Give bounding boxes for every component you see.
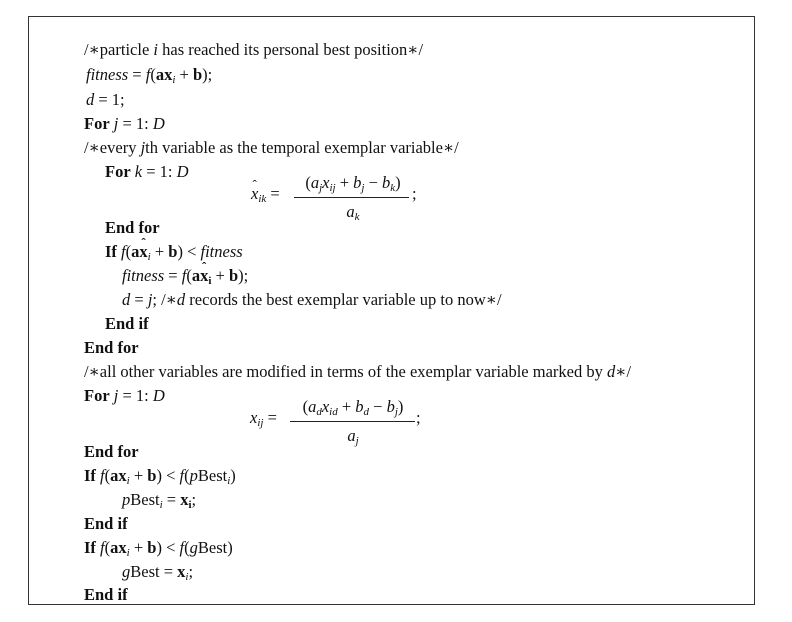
algorithm-box [28, 16, 755, 605]
d-init: d = 1; [86, 90, 125, 109]
hat-formula-numerator: $(a_jx_{ij} + b_j - b_k)$ [305, 173, 401, 194]
gbest-update: gBest = $x_i$; [122, 562, 194, 583]
x-formula-numerator: $(a_dx_{id} + b_d - b_j)$ [302, 397, 404, 418]
x-formula-lhs: $x_{ij}$ = [250, 408, 277, 429]
hat-formula-semicolon: ; [412, 184, 417, 203]
fitness-update: fitness = f(aˆ xi + b); [122, 266, 248, 291]
for-k-loop: For k = 1: D [105, 162, 189, 181]
if-gbest: If $f(ax_i + b)$ < f(gBest) [84, 538, 233, 559]
hat-formula-denominator: $a_k$ [346, 202, 360, 223]
for-j-loop-2: For j = 1: D [84, 386, 165, 405]
if-pbest: If $f(ax_i + b)$ < f(pBest$_i$) [84, 466, 236, 487]
fitness-init: fitness = $f(ax_i + b)$; [86, 65, 213, 86]
if-fitness: If f(aˆ $x_i + b$) < fitness [105, 242, 243, 267]
x-formula-denominator: $a_j$ [347, 426, 359, 447]
end-for-outer: End for [84, 338, 139, 357]
for-j-loop: For j = 1: D [84, 114, 165, 133]
pbest-update: pBest$_i$ = xi; [122, 490, 197, 511]
end-for-inner: End for [105, 218, 160, 237]
comment-modify: /∗all other variables are modified in terms of the exemplar variable marked by d∗/ [84, 362, 632, 381]
hat-formula-fraction-bar [294, 197, 409, 198]
hat-formula-lhs: ˆ $x_{ik}$ = [251, 184, 280, 209]
end-if-3: End if [84, 585, 128, 604]
comment-temporal-exemplar: /∗every jth variable as the temporal exemplar variable∗/ [84, 138, 459, 157]
end-if-inner: End if [105, 314, 149, 333]
end-for-2: End for [84, 442, 139, 461]
d-update: d = j; /∗d records the best exemplar variable up to now∗/ [122, 290, 502, 309]
x-formula-fraction-bar [290, 421, 415, 422]
x-formula-semicolon: ; [416, 408, 421, 427]
comment-personal-best: /∗particle i has reached its personal best position∗/ [84, 40, 424, 59]
end-if-2: End if [84, 514, 128, 533]
